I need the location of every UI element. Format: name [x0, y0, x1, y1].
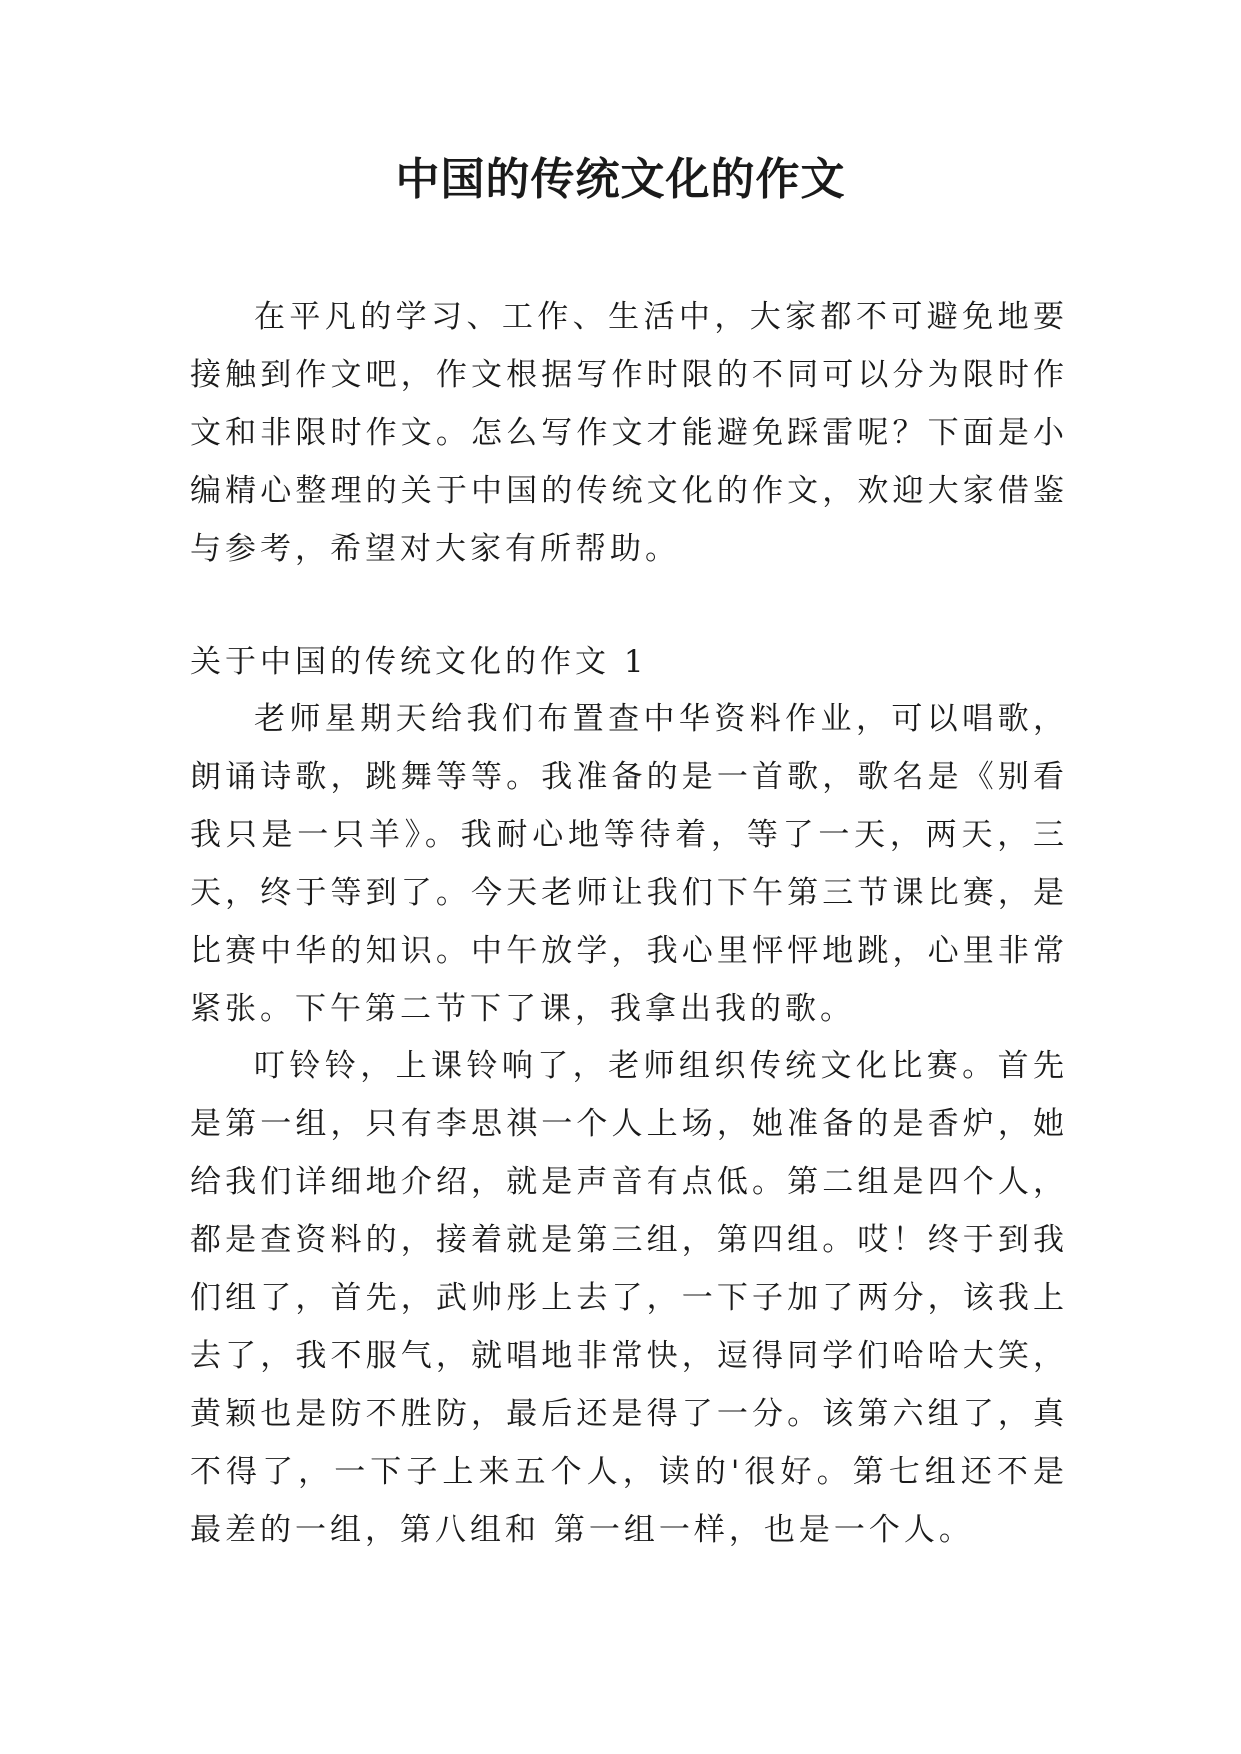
document-title: 中国的传统文化的作文: [395, 154, 846, 205]
body-paragraph: 老师星期天给我们布置查中华资料作业，可以唱歌，朗诵诗歌，跳舞等等。我准备的是一首歌，歌名是《别看我只是一只羊》。我耐心地等待着，等了一天，两天，三天，终于等到了。今天老师让我们下午第三节课比赛，是比赛中华的知识。中午放学，我心里怦怦地跳，心里非常紧张。下午第二节下了课，我拿出我的歌。: [190, 701, 1068, 1027]
body-paragraph: 叮铃铃，上课铃响了，老师组织传统文化比赛。首先是第一组，只有李思祺一个人上场，她准备的是香炉，她给我们详细地介绍，就是声音有点低。第二组是四个人，都是查资料的，接着就是第三组，第四组。哎！终于到我们组了，首先，武帅彤上去了，一下子加了两分，该我上去了，我不服气，就唱地非常快，逗得同学们哈哈大笑，黄颖也是防不胜防，最后还是得了一分。该第六组了，真不得了，一下子上来五个人，读的'很好。第七组还不是最差的一组，第八组和 第一组一样，也是一个人。: [190, 1048, 1068, 1548]
section-heading: 关于中国的传统文化的作文 1: [190, 644, 648, 680]
intro-paragraph: 在平凡的学习、工作、生活中，大家都不可避免地要接触到作文吧，作文根据写作时限的不同可以分为限时作文和非限时作文。怎么写作文才能避免踩雷呢？下面是小编精心整理的关于中国的传统文化的作文，欢迎大家借鉴与参考，希望对大家有所帮助。: [190, 299, 1068, 567]
